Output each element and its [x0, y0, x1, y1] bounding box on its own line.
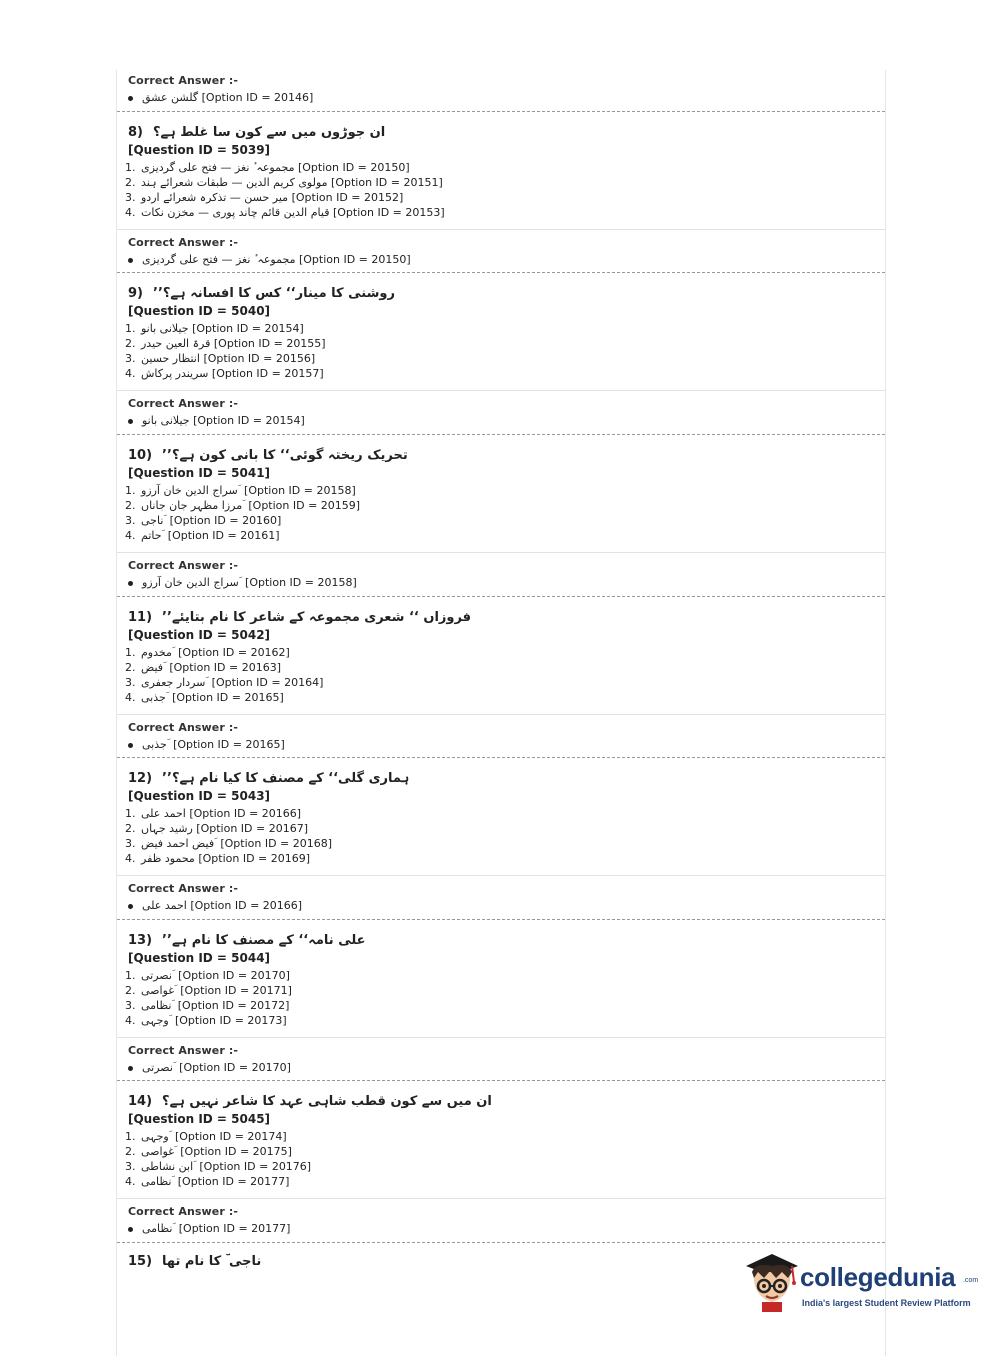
- correct-answer-line: نظامی ؔ [Option ID = 20177]: [128, 1222, 290, 1236]
- question-heading: 14) ان میں سے کون قطب شاہی عہد کا شاعر نہیں ہے؟: [128, 1094, 492, 1109]
- correct-answer-label: Correct Answer :-: [128, 721, 238, 734]
- option-2: 2. مرزا مظہر جان جاناں ؔ [Option ID = 20159]: [125, 499, 361, 512]
- correct-answer-line: احمد علی [Option ID = 20166]: [128, 899, 302, 912]
- correct-answer-line: نصرتی ؔ [Option ID = 20170]: [128, 1061, 291, 1075]
- correct-answer-label: Correct Answer :-: [128, 236, 238, 249]
- answer-text: گلشن عشق [Option ID = 20146]: [142, 91, 314, 104]
- correct-answer-line: سراج الدین خان آرزو ؔ [Option ID = 20158]: [128, 576, 357, 590]
- correct-answer-label: Correct Answer :-: [128, 559, 238, 572]
- bullet-icon: [128, 743, 133, 748]
- option-2: 2. فیض ؔ [Option ID = 20163]: [125, 661, 282, 674]
- option-1: 1. مخدوم ؔ [Option ID = 20162]: [125, 646, 290, 659]
- bullet-icon: [128, 1066, 133, 1071]
- option-2: 2. رشید جہاں [Option ID = 20167]: [125, 822, 309, 835]
- question-block-14: [117, 1081, 885, 1243]
- question-heading: 9) ’’روشنی کا مینار‘‘ کس کا افسانہ ہے؟: [128, 286, 395, 301]
- answer-section: [117, 229, 885, 273]
- question-heading: 13) ’’علی نامہ‘‘ کے مصنف کا نام ہے: [128, 933, 366, 948]
- option-3: 3. انتظار حسین [Option ID = 20156]: [125, 352, 316, 365]
- answer-section: [117, 1037, 885, 1081]
- option-3: 3. فیض احمد فیض ؔ [Option ID = 20168]: [125, 837, 333, 850]
- logo-tagline: India's largest Student Review Platform: [802, 1298, 971, 1308]
- correct-answer-label: Correct Answer :-: [128, 397, 238, 410]
- option-4: 4. حاتم ؔ [Option ID = 20161]: [125, 529, 280, 542]
- answer-section: [117, 1198, 885, 1243]
- question-heading: 11) ’’فروزاں ‘‘ شعری مجموعہ کے شاعر کا نام بتایئے: [128, 610, 472, 625]
- correct-answer-line: جذبی ؔ [Option ID = 20165]: [128, 738, 285, 752]
- correct-answer-label: Correct Answer :-: [128, 74, 238, 87]
- option-1: 1. جیلانی بانو [Option ID = 20154]: [125, 322, 304, 335]
- logo-wordmark: collegedunia: [800, 1262, 956, 1292]
- option-1: 1. احمد علی [Option ID = 20166]: [125, 807, 302, 820]
- option-4: 4. سریندر پرکاش [Option ID = 20157]: [125, 367, 324, 380]
- option-4: 4. محمود ظفر [Option ID = 20169]: [125, 852, 311, 865]
- option-4: 4. نظامی ؔ [Option ID = 20177]: [125, 1175, 290, 1188]
- logo-dotcom: .com: [963, 1277, 979, 1284]
- option-3: 3. ناجی ؔ [Option ID = 20160]: [125, 514, 282, 527]
- correct-answer-label: Correct Answer :-: [128, 882, 238, 895]
- option-1: 1. وجہی ؔ [Option ID = 20174]: [125, 1130, 287, 1143]
- bullet-icon: [128, 258, 133, 263]
- correct-answer-line: [128, 91, 313, 104]
- mascot-icon: [742, 1250, 802, 1314]
- bullet-icon: [128, 96, 133, 101]
- option-4: 4. جذبی ؔ [Option ID = 20165]: [125, 691, 284, 704]
- question-id: [Question ID = 5044]: [128, 951, 271, 965]
- option-4: 4. قیام الدین قائم چاند پوری — مخزن نکات [Option ID = 20153]: [125, 206, 445, 219]
- question-block-8: [117, 112, 885, 273]
- document-page: [116, 70, 886, 1356]
- bullet-icon: [128, 581, 133, 586]
- collegedunia-logo: [742, 1250, 982, 1320]
- question-id: [Question ID = 5042]: [128, 628, 271, 642]
- question-id: [Question ID = 5045]: [128, 1112, 271, 1126]
- option-3: 3. سردار جعفری ؔ [Option ID = 20164]: [125, 676, 324, 689]
- question-id: [Question ID = 5039]: [128, 143, 271, 157]
- answer-section: [117, 875, 885, 920]
- answer-section: [117, 390, 885, 435]
- question-heading-15: 15) ناجی ؔ کا نام تھا: [128, 1254, 262, 1269]
- correct-answer-line: مجموعہ ٔ نغز — فتح علی گردیزی [Option ID = 20150]: [128, 253, 411, 266]
- correct-answer-label: Correct Answer :-: [128, 1205, 238, 1218]
- option-2: 2. غواصی ؔ [Option ID = 20171]: [125, 984, 292, 997]
- bullet-icon: [128, 1227, 133, 1232]
- option-2: 2. غواصی ؔ [Option ID = 20175]: [125, 1145, 292, 1158]
- answer-block-7: [117, 70, 885, 112]
- option-2: 2. مولوی کریم الدین — طبقات شعرائے ہند [Option ID = 20151]: [125, 176, 443, 189]
- question-heading: 12) ’’ہماری گلی‘‘ کے مصنف کا کیا نام ہے؟: [128, 771, 410, 786]
- question-id: [Question ID = 5043]: [128, 789, 271, 803]
- question-id: [Question ID = 5041]: [128, 466, 271, 480]
- option-1: 1. سراج الدین خان آرزو ؔ [Option ID = 20158]: [125, 484, 356, 497]
- correct-answer-label: Correct Answer :-: [128, 1044, 238, 1057]
- question-id: [Question ID = 5040]: [128, 304, 271, 318]
- question-heading: 10) ’’تحریک ریختہ گوئی‘‘ کا بانی کون ہے؟: [128, 448, 408, 463]
- option-4: 4. وجہی ؔ [Option ID = 20173]: [125, 1014, 287, 1027]
- correct-answer-line: جیلانی بانو [Option ID = 20154]: [128, 414, 305, 427]
- option-1: 1. مجموعہ ٔ نغز — فتح علی گردیزی [Option ID = 20150]: [125, 161, 410, 174]
- question-block-9: [117, 273, 885, 435]
- question-block-10: [117, 435, 885, 597]
- option-3: 3. نظامی ؔ [Option ID = 20172]: [125, 999, 290, 1012]
- option-3: 3. میر حسن — تذکرہ شعرائے اردو [Option ID = 20152]: [125, 191, 404, 204]
- question-block-12: [117, 758, 885, 920]
- option-1: 1. نصرتی ؔ [Option ID = 20170]: [125, 969, 290, 982]
- question-block-13: [117, 920, 885, 1081]
- option-2: 2. قرۃ العین حیدر [Option ID = 20155]: [125, 337, 326, 350]
- option-3: 3. ابن نشاطی ؔ [Option ID = 20176]: [125, 1160, 312, 1173]
- question-block-11: [117, 597, 885, 758]
- bullet-icon: [128, 419, 133, 424]
- answer-section: [117, 552, 885, 597]
- question-heading: 8) ان جوڑوں میں سے کون سا غلط ہے؟: [128, 125, 386, 140]
- answer-section: [117, 714, 885, 758]
- bullet-icon: [128, 904, 133, 909]
